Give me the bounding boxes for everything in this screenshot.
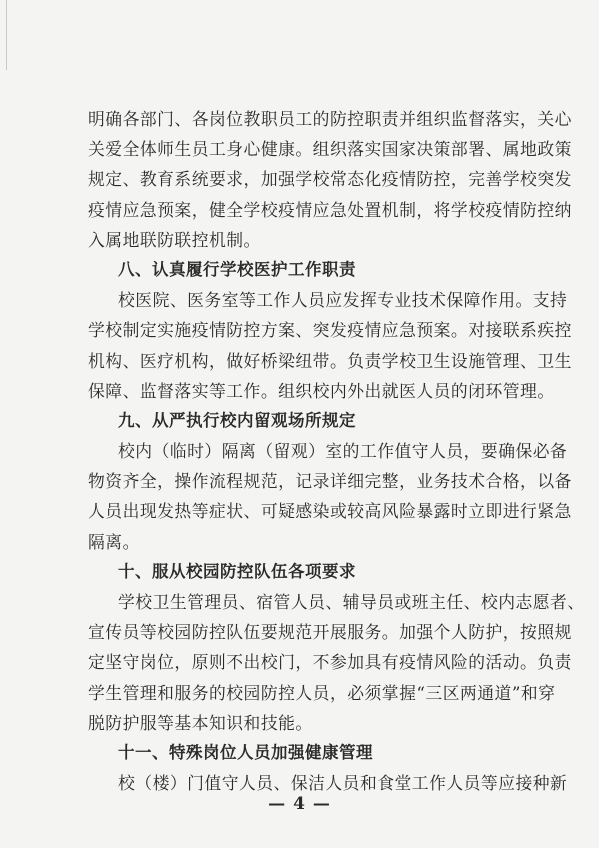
paragraph-line: 关爱全体师生员工身心健康。组织落实国家决策部署、属地政策 [88, 139, 572, 160]
paragraph-line: 入属地联防联控机制。 [88, 229, 261, 250]
paragraph-line: 学校卫生管理员、宿管人员、辅导员或班主任、校内志愿者、 [118, 592, 585, 612]
body-text [88, 104, 585, 798]
paragraph-line: 宣传员等校园防控队伍要规范开展服务。加强个人防护，按照规 [88, 622, 572, 643]
paragraph-line: 脱防护服等基本知识和技能。 [88, 712, 313, 733]
paragraph-line: 学生管理和服务的校园防控人员，必须掌握“三区两通道”和穿 [88, 682, 556, 703]
paragraph-line: 人员出现发热等症状、可疑感染或较高风险暴露时立即进行紧急 [88, 501, 572, 522]
page-number: — 4 — [268, 794, 331, 814]
section-heading: 九、从严执行校内留观场所规定 [118, 410, 356, 430]
scan-edge-mark [6, 0, 7, 70]
section-heading: 八、认真履行学校医护工作职责 [118, 259, 356, 279]
paragraph-line: 学校制定实施疫情防控方案、突发疫情应急预案。对接联系疾控 [88, 320, 572, 341]
paragraph-line: 物资齐全，操作流程规范，记录详细完整，业务技术合格，以备 [88, 471, 572, 492]
paragraph-line: 隔离。 [88, 531, 140, 552]
paragraph-line: 定坚守岗位，原则不出校门，不参加具有疫情风险的活动。负责 [88, 652, 572, 673]
section-heading: 十、服从校园防控队伍各项要求 [118, 561, 356, 581]
paragraph-line: 机构、医疗机构，做好桥梁纽带。负责学校卫生设施管理、卫生 [88, 350, 572, 371]
section-heading: 十一、特殊岗位人员加强健康管理 [118, 742, 373, 762]
paragraph-line: 疫情应急预案，健全学校疫情应急处置机制，将学校疫情防控纳 [88, 199, 572, 220]
paragraph-line: 校内（临时）隔离（留观）室的工作值守人员，要确保必备 [118, 441, 568, 462]
paragraph-line: 明确各部门、各岗位教职员工的防控职责并组织监督落实，关心 [88, 109, 572, 129]
paragraph-line: 规定、教育系统要求，加强学校常态化疫情防控，完善学校突发 [88, 169, 572, 190]
paragraph-line: 校（楼）门值守人员、保洁人员和食堂工作人员等应接种新 [118, 773, 568, 794]
paragraph-line: 校医院、医务室等工作人员应发挥专业技术保障作用。支持 [118, 290, 568, 311]
paragraph-line: 保障、监督落实等工作。组织校内外出就医人员的闭环管理。 [88, 380, 555, 401]
